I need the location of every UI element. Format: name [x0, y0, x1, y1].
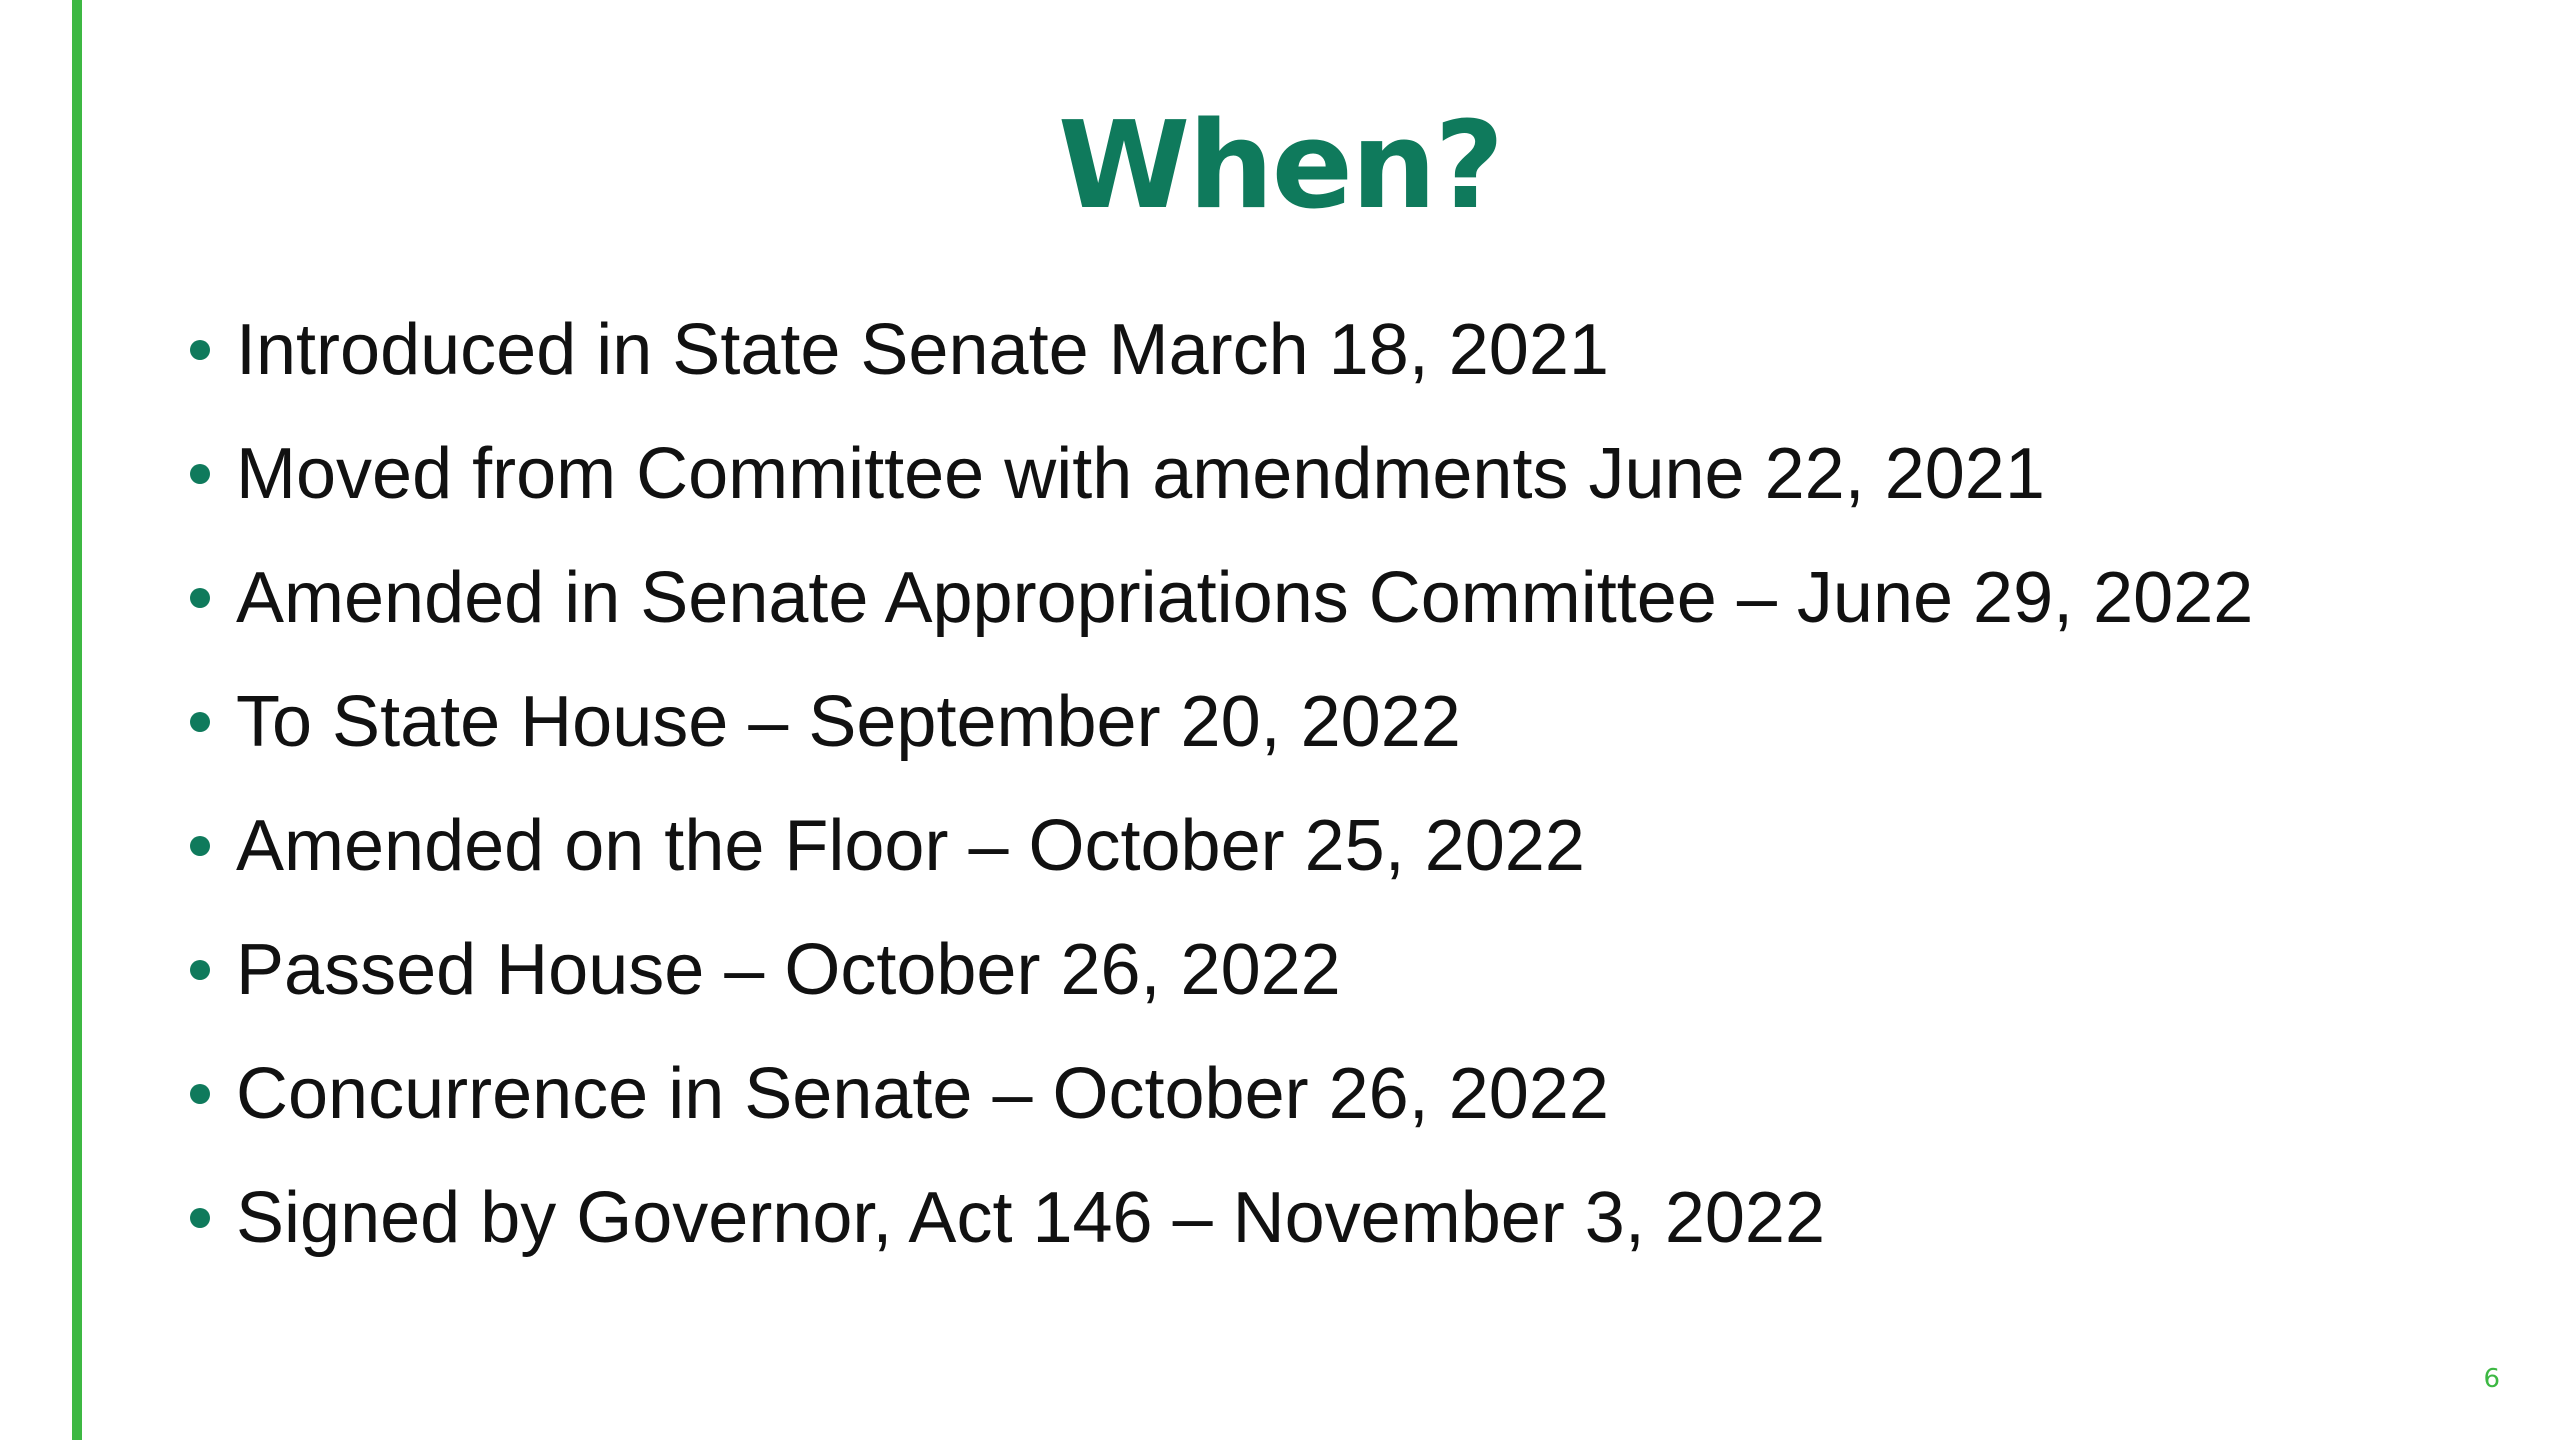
bullet-item	[190, 1156, 2253, 1280]
bullet-dot-icon	[190, 1084, 210, 1104]
bullet-item	[190, 1032, 2253, 1156]
bullet-dot-icon	[190, 960, 210, 980]
bullet-text: Passed House – October 26, 2022	[236, 930, 1341, 1010]
bullet-dot-icon	[190, 464, 210, 484]
bullet-text: Amended on the Floor – October 25, 2022	[236, 806, 1585, 886]
bullet-text: To State House – September 20, 2022	[236, 682, 1461, 762]
bullet-text: Concurrence in Senate – October 26, 2022	[236, 1054, 1609, 1134]
bullet-dot-icon	[190, 340, 210, 360]
bullet-list	[190, 288, 2253, 1280]
bullet-text: Amended in Senate Appropriations Committee – June 29, 2022	[236, 558, 2254, 638]
bullet-dot-icon	[190, 1208, 210, 1228]
bullet-item	[190, 660, 2253, 784]
bullet-dot-icon	[190, 588, 210, 608]
slide-title: When?	[1057, 97, 1503, 236]
bullet-item	[190, 784, 2253, 908]
bullet-text: Introduced in State Senate March 18, 2021	[236, 310, 1609, 390]
bullet-item	[190, 288, 2253, 412]
bullet-item	[190, 536, 2253, 660]
bullet-item	[190, 412, 2253, 536]
page-number: 6	[2483, 1364, 2500, 1394]
bullet-dot-icon	[190, 712, 210, 732]
bullet-text: Signed by Governor, Act 146 – November 3, 2022	[236, 1178, 1825, 1258]
bullet-text: Moved from Committee with amendments June 22, 2021	[236, 434, 2045, 514]
bullet-item	[190, 908, 2253, 1032]
bullet-dot-icon	[190, 836, 210, 856]
